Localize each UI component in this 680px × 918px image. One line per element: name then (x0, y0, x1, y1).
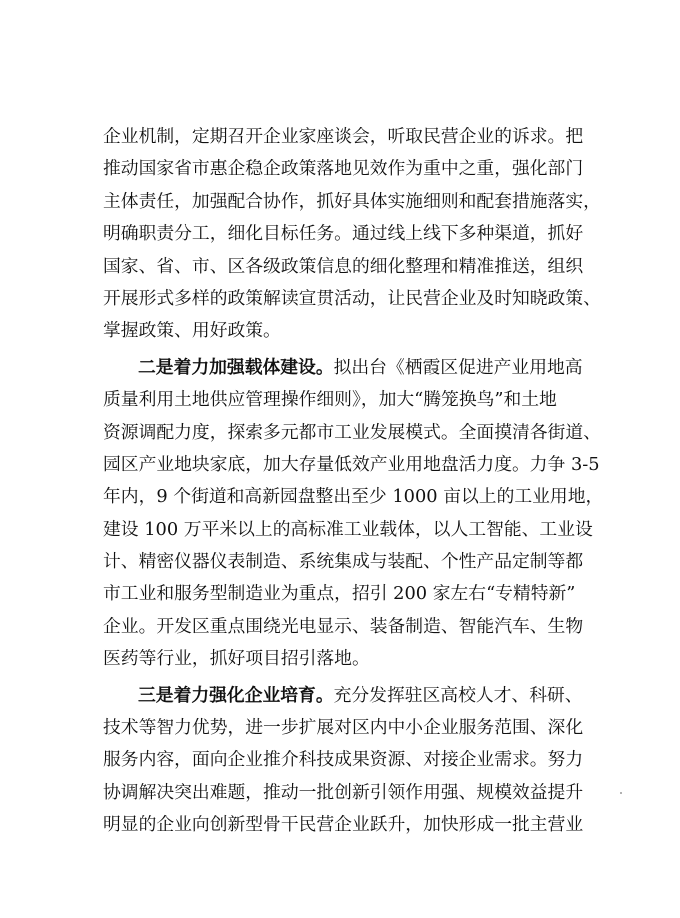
text-line: 推动国家省市惠企稳企政策落地见效作为重中之重，强化部门 (103, 158, 584, 180)
body-text (103, 121, 603, 842)
text-line (103, 352, 603, 384)
scan-speck (620, 792, 622, 794)
text-line: 开展形式多样的政策解读宣贯活动，让民营企业及时知晓政策、 (103, 287, 601, 309)
text-line: 建设 100 万平米以上的高标准工业载体，以人工智能、工业设 (103, 518, 593, 540)
text-line: 协调解决突出难题，推动一批创新引领作用强、规模效益提升 (103, 781, 584, 803)
paragraph-3 (103, 680, 603, 842)
text-line: 质量利用土地供应管理操作细则》，加大“腾笼换鸟”和土地 (103, 389, 557, 411)
text-line: 技术等智力优势，进一步扩展对区内中小企业服务范围、深化 (103, 717, 584, 739)
text-line: 医药等行业，抓好项目招引落地。 (103, 648, 370, 670)
text-line: 企业机制，定期召开企业家座谈会，听取民营企业的诉求。把 (103, 126, 584, 147)
heading-line-rest: 拟出台《栖霞区促进产业用地高 (333, 356, 583, 378)
paragraph-heading: 二是着力加强载体建设。 (138, 356, 334, 378)
paragraph-1 (103, 121, 603, 348)
text-line: 国家、省、市、区各级政策信息的细化整理和精准推送，组织 (103, 255, 584, 277)
text-line: 明显的企业向创新型骨干民营企业跃升，加快形成一批主营业 (103, 814, 584, 836)
text-line: 企业。开发区重点围绕光电显示、装备制造、智能汽车、生物 (103, 615, 584, 637)
heading-line-rest: 充分发挥驻区高校人才、科研、 (333, 684, 583, 706)
text-line: 市工业和服务型制造业为重点，招引 200 家左右“专精特新” (103, 583, 576, 605)
paragraph-heading: 三是着力强化企业培育。 (138, 684, 334, 706)
text-line: 服务内容，面向企业推介科技成果资源、对接企业需求。努力 (103, 749, 584, 771)
text-line: 掌握政策、用好政策。 (103, 320, 281, 342)
text-line: 计、精密仪器仪表制造、系统集成与装配、个性产品定制等都 (103, 551, 584, 573)
text-line: 主体责任，加强配合协作，抓好具体实施细则和配套措施落实， (103, 190, 601, 212)
text-line: 园区产业地块家底，加大存量低效产业用地盘活力度。力争 3-5 (103, 453, 600, 475)
text-line: 年内，9 个街道和高新园盘整出至少 1000 亩以上的工业用地， (103, 486, 603, 508)
text-line (103, 680, 603, 712)
text-line: 明确职责分工，细化目标任务。通过线上线下多种渠道，抓好 (103, 223, 584, 245)
paragraph-2 (103, 352, 603, 676)
text-line: 资源调配力度，探索多元都市工业发展模式。全面摸清各街道、 (103, 421, 601, 443)
